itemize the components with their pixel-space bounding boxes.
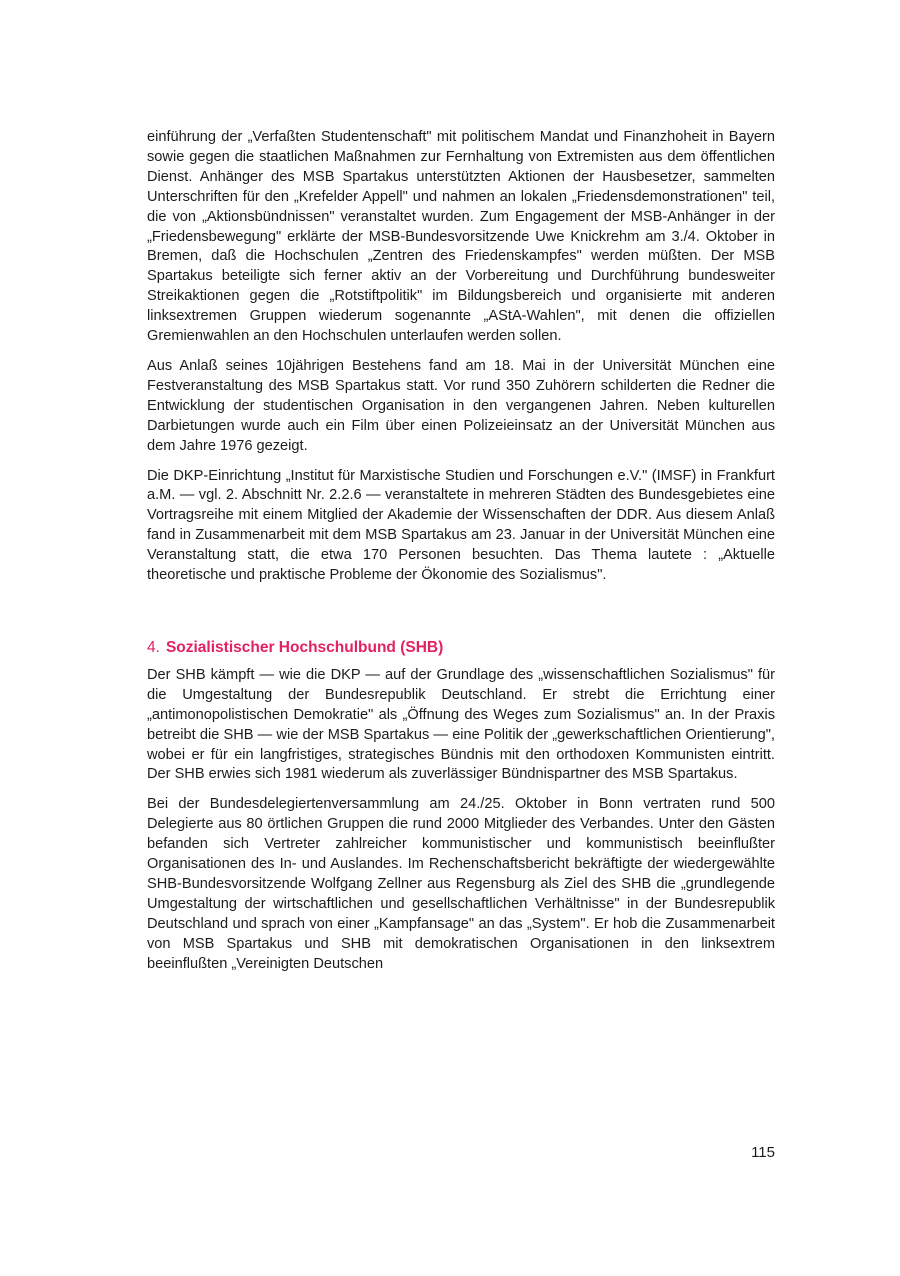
paragraph-imsf-lectures: Die DKP-Einrichtung „Institut für Marxistische Studien und Forschungen e.V." (IMSF) in Frankfurt a.M. — vgl. 2. Abschnitt Nr. 2.2.6 — veranstaltete in mehreren Städten des Bundesgebietes eine Vortragsreihe mit einem Mitglied der Akademie der Wissenschaften der DDR. Aus diesem Anlaß fand in Zusammenarbeit mit dem MSB Spartakus am 23. Januar in der Universität München eine Veranstaltung statt, die etwa 170 Personen besuchten. Das Thema lautete : „Aktuelle theoretische und praktische Probleme der Ökonomie des Sozialismus". <box>147 467 775 584</box>
paragraph-shb-goals: Der SHB kämpft — wie die DKP — auf der Grundlage des „wissenschaftlichen Sozialismus" für die Umgestaltung der Bundesrepublik Deutschland. Er strebt die Errichtung einer „antimonopolistischen Demokratie" als „Öffnung des Weges zum Sozialismus" an. In der Praxis betreibt die SHB — wie der MSB Spartakus — eine Politik der „gewerkschaftlichen Orientierung", wobei er für ein langfristiges, strategisches Bündnis mit den orthodoxen Kommunisten eintritt. Der SHB erwies sich 1981 wiederum als zuverlässiger Bündnispartner des MSB Spartakus. <box>147 666 775 783</box>
paragraph-msb-anniversary: Aus Anlaß seines 10jährigen Bestehens fand am 18. Mai in der Universität München eine Festveranstaltung des MSB Spartakus statt. Vor rund 350 Zuhörern schilderten die Redner die Entwicklung der studentischen Organisation in den vergangenen Jahren. Neben kulturellen Darbietungen wurde auch ein Film über einen Polizeieinsatz an der Universität München aus dem Jahre 1976 gezeigt. <box>147 357 775 454</box>
paragraph-msb-activities: einführung der „Verfaßten Studentenschaft" mit politischem Mandat und Finanzhoheit in Bayern sowie gegen die staatlichen Maßnahmen zur Fernhaltung von Extremisten aus dem öffentlichen Dienst. Anhänger des MSB Spartakus unterstützten Aktionen der Hausbesetzer, sammelten Unterschriften für den „Krefelder Appell" und nahmen an lokalen „Friedensdemonstrationen" teil, die von „Aktionsbündnissen" veranstaltet wurden. Zum Engagement der MSB-Anhänger in der „Friedensbewegung" erklärte der MSB-Bundesvorsitzende Uwe Knickrehm am 3./4. Oktober in Bremen, daß die Hochschulen „Zentren des Friedenskampfes" werden müßten. Der MSB Spartakus beteiligte sich ferner aktiv an der Vorbereitung und Durchführung bundesweiter Streikaktionen gegen die „Rotstiftpolitik" im Bildungsbereich und organisierte mit anderen linksextremen Gruppen wiederum sogenannte „AStA-Wahlen", mit denen die offiziellen Gremienwahlen an den Hochschulen unterlaufen werden sollen. <box>147 129 775 345</box>
page-number: 115 <box>751 1144 775 1161</box>
page-body <box>147 128 775 985</box>
section-heading <box>147 638 775 658</box>
paragraph-shb-assembly: Bei der Bundesdelegiertenversammlung am 24./25. Oktober in Bonn vertraten rund 500 Delegierte aus 80 örtlichen Gruppen die rund 2000 Mitglieder des Verbandes. Unter den Gästen befanden sich Vertreter zahlreicher kommunistischer und kommunistisch beeinflußter Organisationen des In- und Auslandes. Im Rechenschaftsbericht bekräftigte der wiedergewählte SHB-Bundesvorsitzende Wolfgang Zellner aus Regensburg als Ziel des SHB die „grundlegende Umgestaltung der wirtschaftlichen und gesellschaftlichen Verhältnisse" in der Bundesrepublik Deutschland und sprach von einer „Kampfansage" an das „System". Er hob die Zusammenarbeit von MSB Spartakus und SHB mit demokratischen Organisationen in den linksextrem beeinflußten „Vereinigten Deutschen <box>147 796 775 972</box>
section-title: Sozialistischer Hochschulbund (SHB) <box>165 638 444 656</box>
section-number: 4. <box>147 638 160 656</box>
